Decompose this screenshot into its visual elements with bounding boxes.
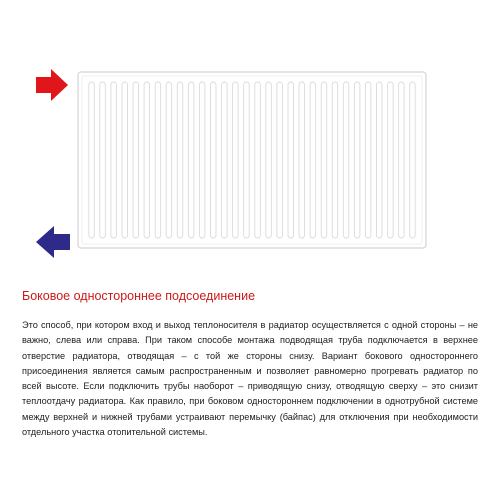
radiator-fin: [321, 82, 327, 238]
body-paragraph: Это способ, при котором вход и выход теплоносителя в радиатор осуществляется с одной стороны – не важно, слева или справа. При таком способе монтажа подводящая труба подключается в верхнее отверстие радиатора, отводящая – с той же стороны снизу. Вариант бокового одностороннего присоединения является самым распространенным и позволяет равномерно прогревать радиатор по всей высоте. Если подключить трубы наоборот – приводящую снизу, отводящую сверху – это снизит теплоотдачу радиатора. Как правило, при боковом одностороннем подключении в однотрубной системе между верхней и нижней трубами устраивают перемычку (байпас) для отключения при необходимости отдельного участка отопительной системы.: [22, 320, 478, 438]
radiator-icon: [78, 72, 426, 248]
radiator-fin: [122, 82, 128, 238]
radiator-fin: [188, 82, 194, 238]
radiator-fin: [332, 82, 338, 238]
inlet-arrow-icon: [36, 69, 68, 101]
radiator-fin: [166, 82, 172, 238]
radiator-fin: [133, 82, 139, 238]
radiator-fin: [310, 82, 316, 238]
radiator-fin: [244, 82, 250, 238]
radiator-fin: [299, 82, 305, 238]
radiator-fin: [410, 82, 416, 238]
radiator-fin: [144, 82, 150, 238]
radiator-fin: [343, 82, 349, 238]
radiator-fin: [388, 82, 394, 238]
radiator-illustration: [30, 60, 440, 260]
radiator-fin: [399, 82, 405, 238]
radiator-fin: [255, 82, 260, 238]
radiator-fin: [288, 82, 294, 238]
section-heading: Боковое одностороннее подсоединение: [22, 289, 256, 303]
radiator-fin: [233, 82, 239, 238]
radiator-fin: [365, 82, 371, 238]
radiator-fin: [111, 82, 117, 238]
radiator-fin: [222, 82, 228, 238]
radiator-fin: [100, 82, 106, 238]
radiator-fin: [354, 82, 360, 238]
radiator-fin: [266, 82, 272, 238]
radiator-fin: [377, 82, 383, 238]
radiator-fin: [155, 82, 161, 238]
radiator-fin: [199, 82, 205, 238]
radiator-fin: [89, 82, 95, 238]
radiator-fin: [211, 82, 217, 238]
radiator-fin: [177, 82, 183, 238]
radiator-fin: [277, 82, 283, 238]
outlet-arrow-icon: [36, 226, 70, 258]
